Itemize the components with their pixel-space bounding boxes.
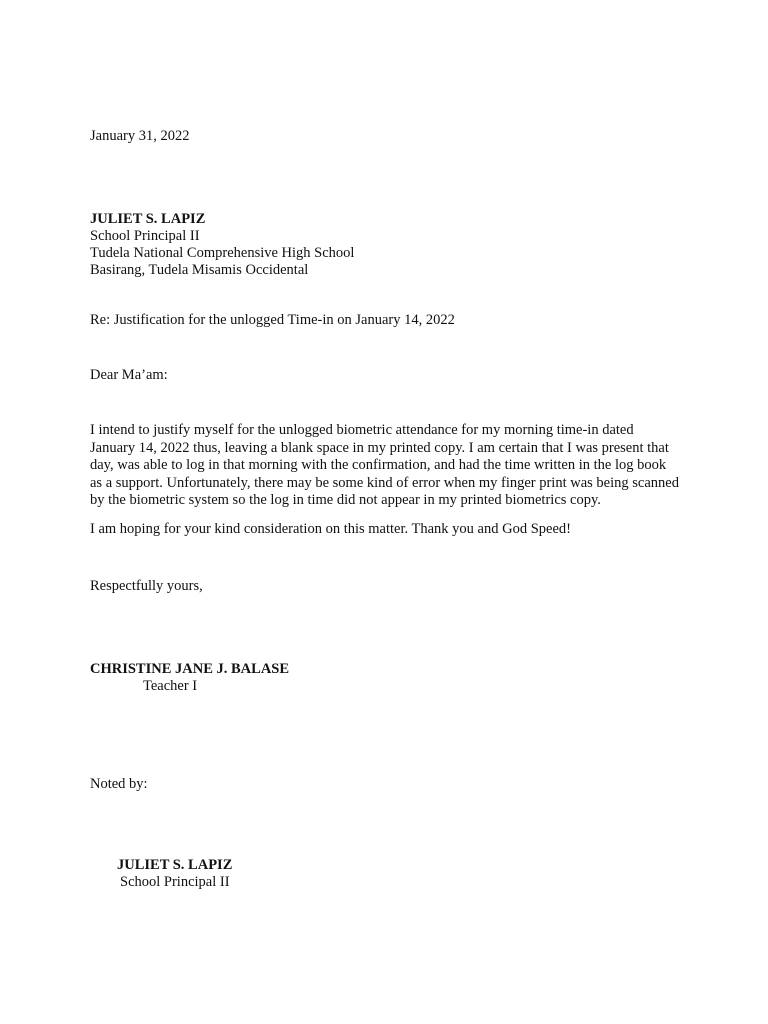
noted-by-name: JULIET S. LAPIZ xyxy=(117,857,233,873)
noted-by-label: Noted by: xyxy=(90,776,148,792)
sender-position: Teacher I xyxy=(143,678,198,694)
recipient-address: Basirang, Tudela Misamis Occidental xyxy=(90,262,309,278)
letter-subject: Re: Justification for the unlogged Time-in on January 14, 2022 xyxy=(90,312,455,328)
letter-date: January 31, 2022 xyxy=(90,128,190,144)
recipient-name: JULIET S. LAPIZ xyxy=(90,211,206,227)
body-paragraph-1: I intend to justify myself for the unlogged biometric attendance for my morning time-in dated January 14, 2022 thus, leaving a blank space in my printed copy. I am certain that I was present that day, was able to log in that morning with the confirmation, and had the time written in the log book as a support. Unfortunately, there may be some kind of error when my finger print was being scanned by the biometric system so the log in time did not appear in my printed biometrics copy. xyxy=(90,422,679,509)
letter-closing: Respectfully yours, xyxy=(90,578,203,594)
letter-salutation: Dear Ma’am: xyxy=(90,367,168,383)
recipient-school: Tudela National Comprehensive High School xyxy=(90,245,355,261)
noted-by-position: School Principal II xyxy=(120,874,230,890)
sender-name: CHRISTINE JANE J. BALASE xyxy=(90,661,290,677)
body-paragraph-2: I am hoping for your kind consideration on this matter. Thank you and God Speed! xyxy=(90,521,571,537)
recipient-position: School Principal II xyxy=(90,228,200,244)
